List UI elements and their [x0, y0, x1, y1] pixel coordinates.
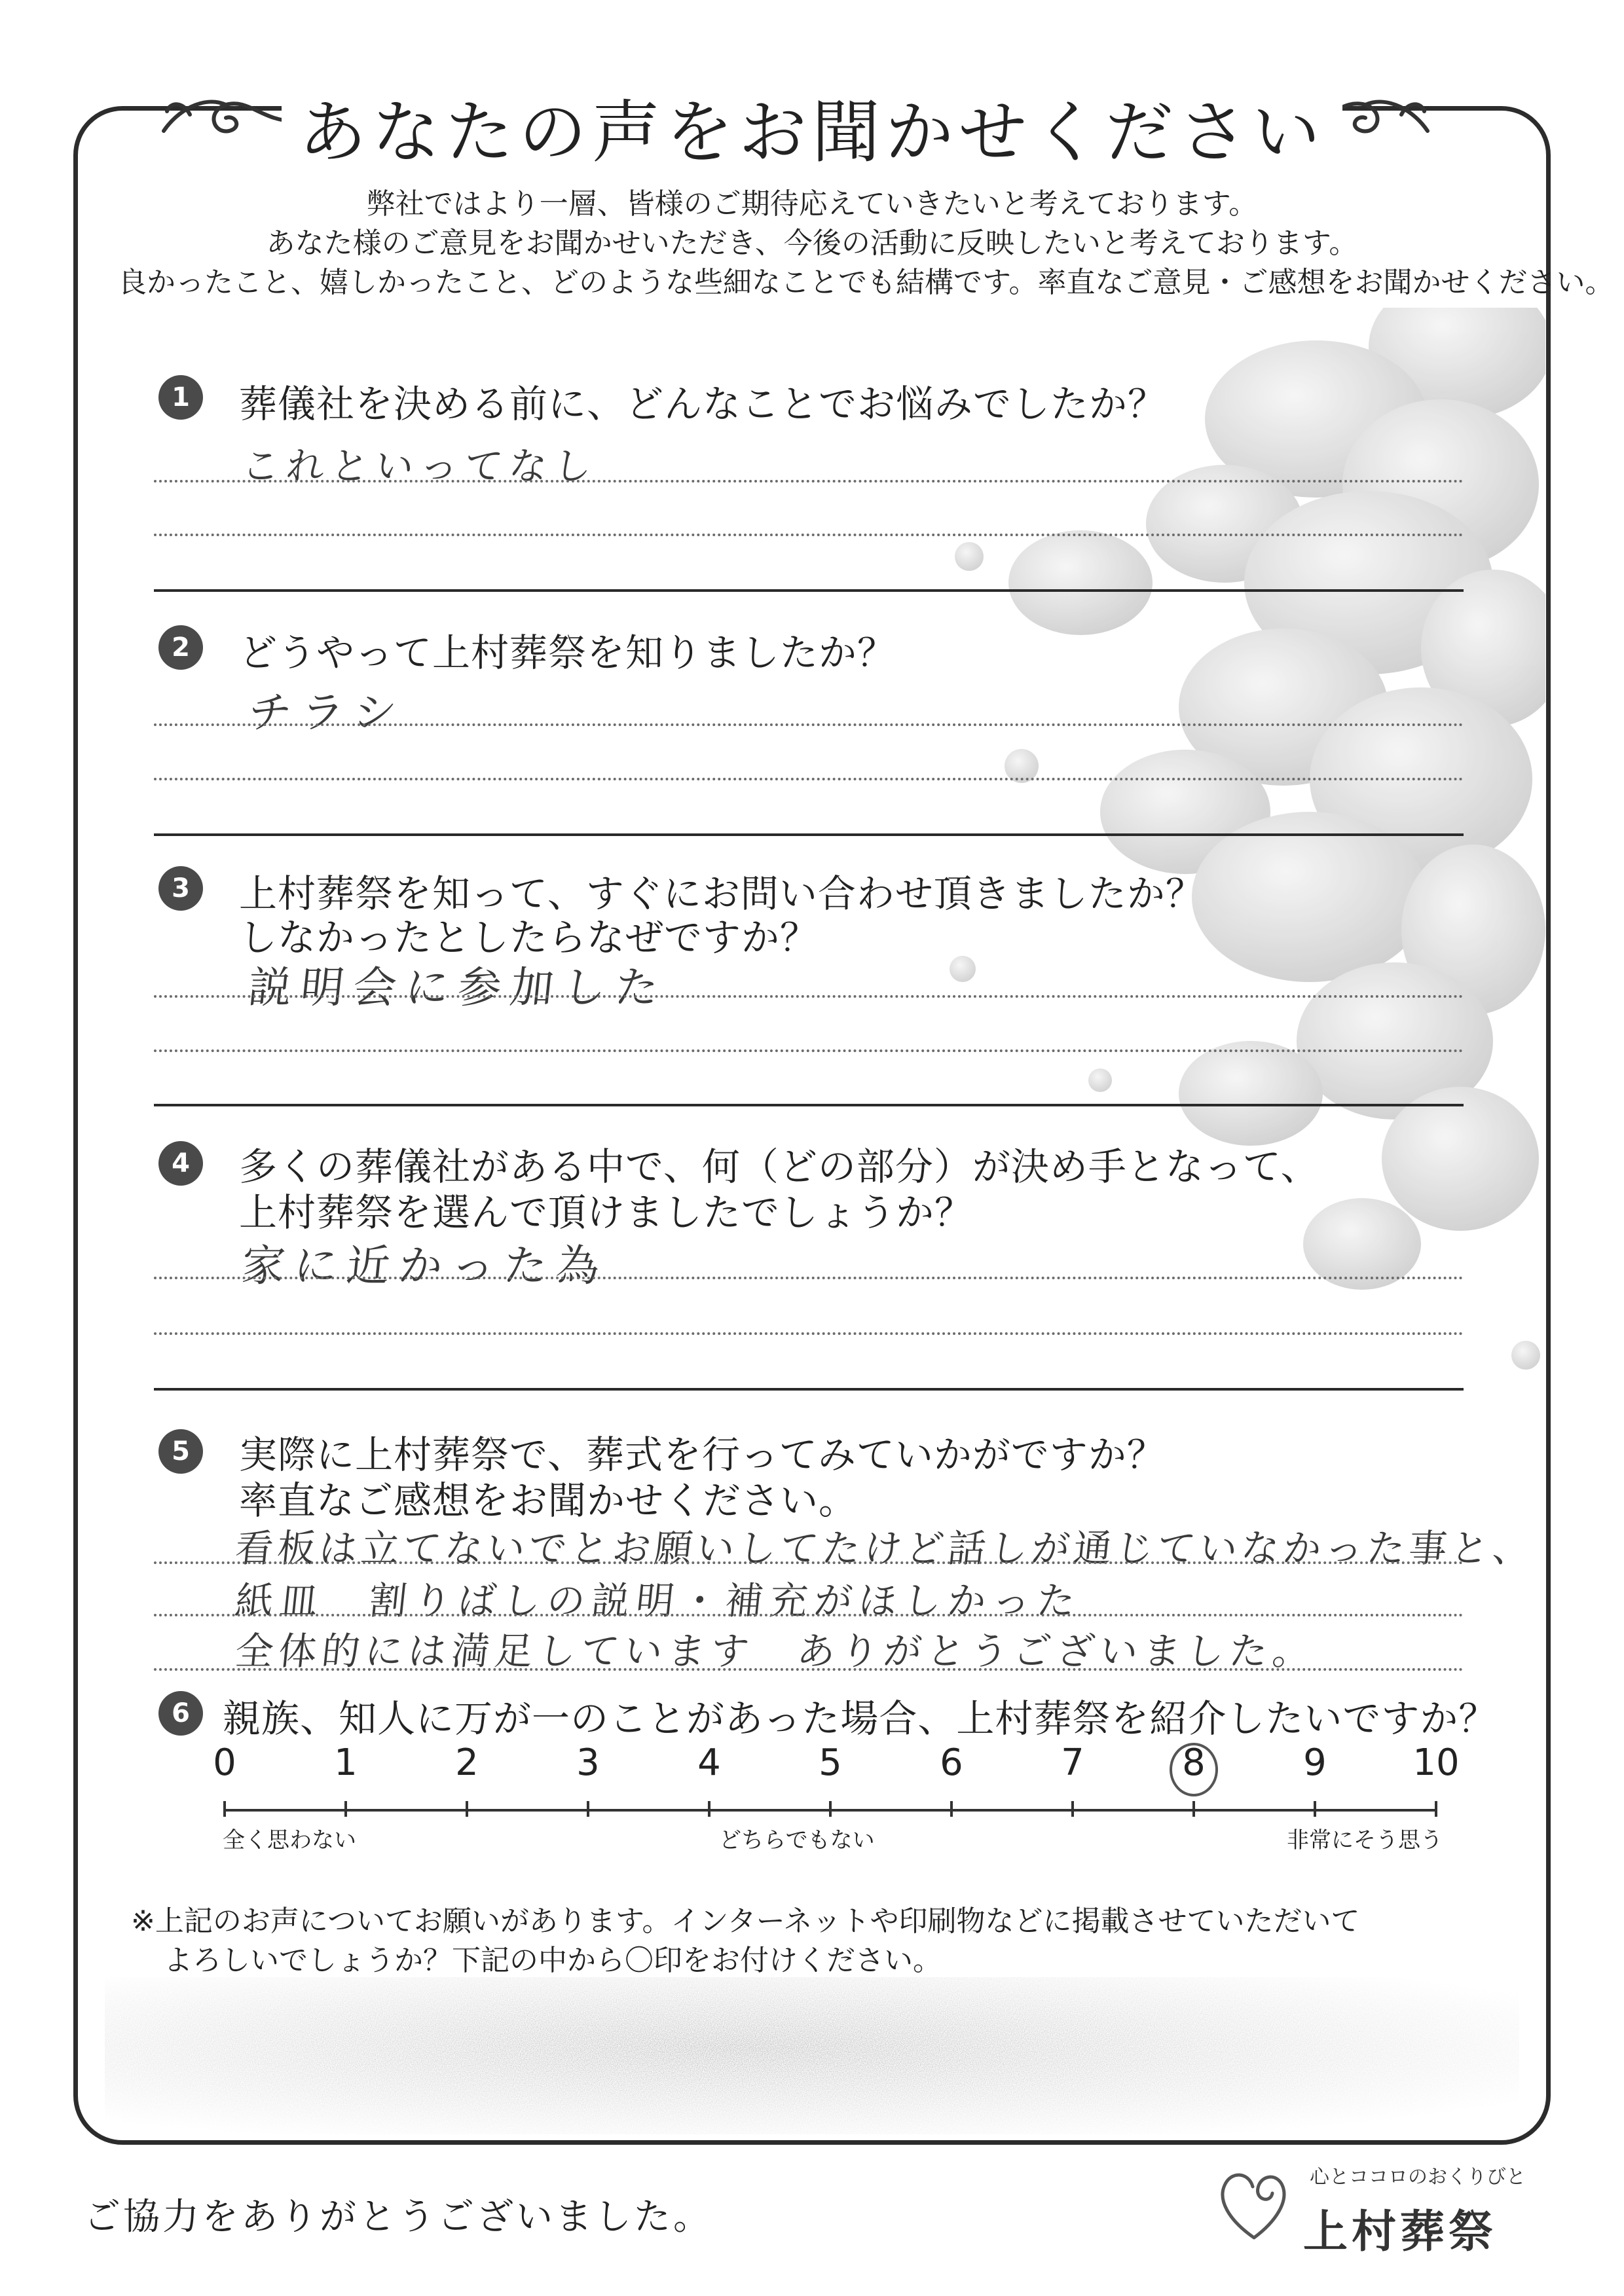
scale-number-7[interactable]: 7 — [1061, 1741, 1084, 1784]
scale-tick-10 — [1435, 1801, 1437, 1817]
answer-2-line-1 — [154, 723, 1464, 726]
title-box — [282, 84, 1342, 172]
permission-note-line-2: よろしいでしょうか？下記の中から〇印をお付けください。 — [164, 1944, 942, 1977]
scale-number-0[interactable]: 0 — [213, 1741, 236, 1784]
brand-name: 上村葬祭 — [1303, 2206, 1498, 2258]
question-5-text-line-1: 実際に上村葬祭で、葬式を行ってみていかがですか？ — [239, 1432, 1166, 1477]
question-number-4: 4 — [158, 1141, 203, 1186]
scale-tick-5 — [829, 1801, 832, 1817]
answer-5-handwriting-line-3: 全体的には満足しています ありがとうございました。 — [232, 1629, 1319, 1673]
question-6-text: 親族、知人に万が一のことがあった場合、上村葬祭を紹介したいですか？ — [223, 1696, 1498, 1741]
answer-1-line-2 — [154, 534, 1464, 536]
scale-tick-2 — [466, 1801, 468, 1817]
page-title: あなたの声をお聞かせください — [298, 92, 1325, 172]
scale-number-10[interactable]: 10 — [1412, 1741, 1460, 1784]
brand-tagline: 心とココロのおくりびと — [1310, 2166, 1526, 2189]
question-number-6: 6 — [158, 1691, 203, 1736]
answer-1-line-1 — [154, 480, 1464, 483]
question-3-text-line-1: 上村葬祭を知って、すぐにお問い合わせ頂きましたか？ — [239, 871, 1204, 916]
question-4-text-line-1: 多くの葬儀社がある中で、何（どの部分）が決め手となって、 — [239, 1144, 1320, 1189]
scale-tick-9 — [1314, 1801, 1316, 1817]
answer-4-handwriting: 家に近かった為 — [239, 1241, 612, 1291]
answer-1-handwriting: これといってなし — [239, 444, 601, 488]
scale-number-3[interactable]: 3 — [576, 1741, 600, 1784]
answer-5-line-2 — [154, 1614, 1464, 1616]
heart-logo-icon — [1215, 2160, 1293, 2246]
answer-4-line-2 — [154, 1332, 1464, 1335]
scale-tick-0 — [223, 1801, 226, 1817]
answer-2-line-2 — [154, 778, 1464, 780]
question-3-text-line-2: しなかったとしたらなぜですか？ — [239, 915, 819, 960]
permission-note-line-1: ※上記のお声についてお願いがあります。インターネットや印刷物などに掲載させていただいて — [131, 1904, 1360, 1938]
thanks-message: ご協力をありがとうございました。 — [84, 2196, 712, 2238]
question-1-divider — [154, 589, 1464, 592]
scale-tick-4 — [708, 1801, 710, 1817]
answer-5-line-3 — [154, 1668, 1464, 1671]
question-2-divider — [154, 833, 1464, 836]
scale-tick-1 — [344, 1801, 347, 1817]
answer-3-handwriting: 説明会に参加した — [246, 962, 671, 1013]
scale-tick-6 — [950, 1801, 953, 1817]
question-2-text: どうやって上村葬祭を知りましたか？ — [239, 630, 896, 675]
answer-4-line-1 — [154, 1277, 1464, 1279]
scale-number-4[interactable]: 4 — [697, 1741, 721, 1784]
question-1-text: 葬儀社を決める前に、どんなことでお悩みでしたか？ — [239, 382, 1167, 426]
scale-label-mid: どちらでもない — [719, 1827, 875, 1853]
answer-5-handwriting-line-2: 紙皿 割りばしの説明・補充がほしかった — [232, 1578, 1084, 1623]
scale-tick-7 — [1071, 1801, 1074, 1817]
scale-tick-3 — [587, 1801, 589, 1817]
answer-5-handwriting-line-1: 看板は立てないでとお願いしてたけど話しが通じていなかった事と、 — [232, 1526, 1538, 1571]
scale-number-6[interactable]: 6 — [940, 1741, 963, 1784]
scale-number-1[interactable]: 1 — [334, 1741, 358, 1784]
scale-number-9[interactable]: 9 — [1303, 1741, 1327, 1784]
intro-line-1: 弊社ではより一層、皆様のご期待応えていきたいと考えております。 — [366, 187, 1258, 221]
intro-line-2: あなた様のご意見をお聞かせいただき、今後の活動に反映したいと考えております。 — [266, 227, 1358, 260]
question-4-divider — [154, 1388, 1464, 1391]
question-number-5: 5 — [158, 1429, 203, 1474]
answer-2-handwriting: チラシ — [246, 687, 409, 738]
scale-number-5[interactable]: 5 — [819, 1741, 842, 1784]
answer-3-line-2 — [154, 1049, 1464, 1052]
question-number-2: 2 — [158, 625, 203, 670]
question-number-3: 3 — [158, 866, 203, 911]
answer-5-line-1 — [154, 1561, 1464, 1564]
scale-number-8[interactable]: 8 — [1182, 1741, 1206, 1784]
scale-number-2[interactable]: 2 — [455, 1741, 479, 1784]
answer-3-line-1 — [154, 995, 1464, 998]
question-3-divider — [154, 1104, 1464, 1106]
intro-line-3: 良かったこと、嬉しかったこと、どのような些細なことでも結構です。率直なご意見・ご感想をお聞かせください。 — [118, 266, 1614, 299]
redacted-area — [105, 1977, 1519, 2134]
question-5-text-line-2: 率直なご感想をお聞かせください。 — [239, 1478, 858, 1523]
selected-rating-circle — [1170, 1743, 1218, 1796]
scale-label-low: 全く思わない — [223, 1827, 356, 1853]
scale-label-high: 非常にそう思う — [1287, 1827, 1443, 1853]
question-4-text-line-2: 上村葬祭を選んで頂けましたでしょうか？ — [239, 1190, 974, 1235]
scale-tick-8 — [1192, 1801, 1195, 1817]
question-number-1: 1 — [158, 375, 203, 420]
left-flourish-ornament — [151, 85, 301, 157]
